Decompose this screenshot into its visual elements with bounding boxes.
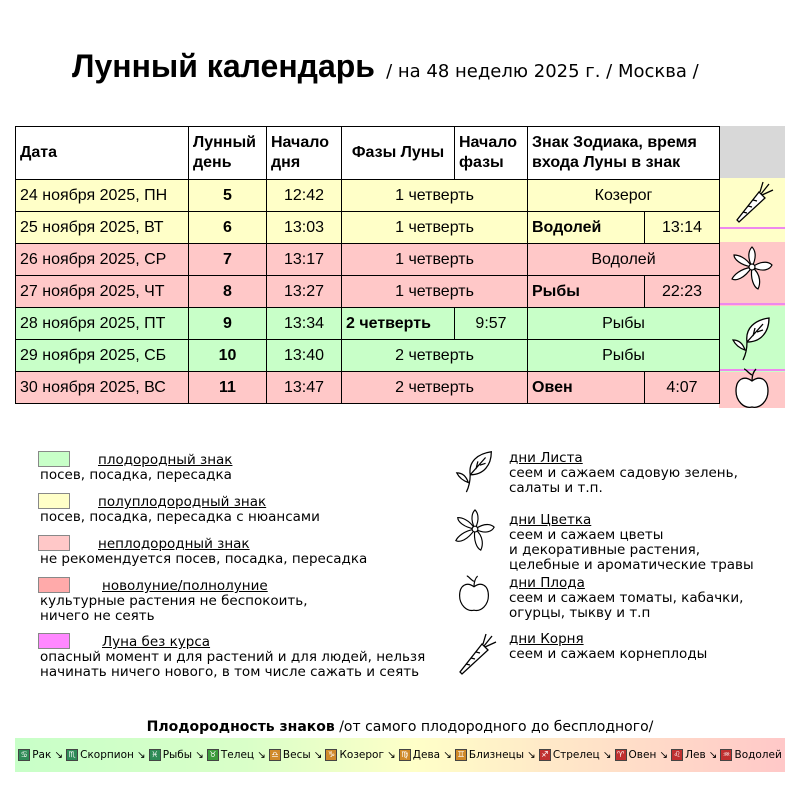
zodiac-name: Скорпион [80,749,134,761]
zodiac-icon: ♒ [720,749,732,761]
header-date: Дата [16,127,189,180]
apple-icon [719,366,785,412]
arrow-icon: ↘ [257,749,266,761]
table-row [16,340,720,372]
cell-start: 13:40 [267,340,342,372]
cell-date: 27 ноября 2025, ЧТ [16,276,189,308]
legend-flower-days: дни Цветка сеем и сажаем цветы и декоративные растения, целебные и ароматические травы [509,512,754,573]
zodiac-icon: ♓ [149,749,161,761]
cell-zodiac: Рыбы [528,340,720,372]
legend-semi-fertile: полуплодородный знак посев, посадка, пересадка с нюансами [40,494,320,525]
cell-zodiac: Водолей [528,244,720,276]
cell-date: 25 ноября 2025, ВТ [16,212,189,244]
arrow-icon: ↘ [195,749,204,761]
carrot-icon [452,632,498,682]
table-header-row [16,127,720,180]
cell-zodiac-time: 13:14 [645,212,720,244]
cell-start: 12:42 [267,180,342,212]
zodiac-icon: ♍ [399,749,411,761]
legend-fruit-days: дни Плода сеем и сажаем томаты, кабачки, огурцы, тыкву и т.п [509,575,744,621]
arrow-icon: ↘ [659,749,669,761]
cell-phase-time: 9:57 [455,308,528,340]
zodiac-sign-item [207,749,254,761]
lunar-calendar-table [15,126,720,404]
zodiac-name: Рыбы [162,749,193,761]
zodiac-icon: ♑ [325,749,337,761]
cell-lunar-day: 10 [189,340,267,372]
arrow-icon: ↘ [386,749,396,761]
zodiac-sign-item [455,749,524,761]
legend-infertile: неплодородный знак не рекомендуется посев, посадка, пересадка [40,536,368,567]
zodiac-icon: ♉ [207,749,219,761]
zodiac-name: Козерог [339,749,384,761]
cell-zodiac-time: 22:23 [645,276,720,308]
cell-phase: 1 четверть [342,276,528,308]
zodiac-sign-item [720,749,781,761]
zodiac-sign-item [539,749,600,761]
leaf-icon [452,446,498,498]
flower-icon [452,508,498,558]
cell-date: 26 ноября 2025, СР [16,244,189,276]
zodiac-sign-item [269,749,311,761]
zodiac-sign-item [615,749,657,761]
header-phase: Фазы Луны [342,127,455,180]
arrow-icon: ↘ [136,749,146,761]
arrow-icon: ↘ [527,749,536,761]
cell-lunar-day: 9 [189,308,267,340]
zodiac-name: Близнецы [468,749,524,761]
table-row [16,244,720,276]
cell-phase: 1 четверть [342,244,528,276]
cell-phase: 2 четверть [342,308,455,340]
zodiac-name: Стрелец [552,749,600,761]
cell-date: 30 ноября 2025, ВС [16,372,189,404]
legend-new-full-moon: новолуние/полнолуние культурные растения не беспокоить, ничего не сеять [40,578,308,624]
zodiac-sign-item [399,749,440,761]
cell-zodiac-time: 4:07 [645,372,720,404]
arrow-icon: ↘ [708,749,718,761]
cell-start: 13:27 [267,276,342,308]
zodiac-name: Дева [412,749,441,761]
zodiac-name: Рак [32,749,52,761]
zodiac-icon: ♈ [615,749,627,761]
leaf-icon [719,306,785,368]
table-row [16,276,720,308]
cell-zodiac: Рыбы [528,276,645,308]
zodiac-name: Телец [220,749,255,761]
header-side-cell [719,126,785,178]
table-row [16,372,720,404]
cell-date: 29 ноября 2025, СБ [16,340,189,372]
cell-lunar-day: 11 [189,372,267,404]
zodiac-icon: ♊ [455,749,467,761]
cell-zodiac: Рыбы [528,308,720,340]
cell-phase: 1 четверть [342,212,528,244]
cell-zodiac: Овен [528,372,645,404]
cell-date: 28 ноября 2025, ПТ [16,308,189,340]
zodiac-icon: ♏ [66,749,78,761]
header-lunar-day: Лунный день [189,127,267,180]
table-row [16,212,720,244]
carrot-icon [719,178,785,228]
fertility-scale [15,738,785,772]
fertility-title: Плодородность знаков /от самого плодородного до бесплодного/ [146,719,654,735]
apple-icon [456,572,492,620]
cell-phase: 2 четверть [342,372,528,404]
cell-lunar-day: 5 [189,180,267,212]
cell-zodiac: Козерог [528,180,720,212]
table-row [16,308,720,340]
table-row [16,180,720,212]
zodiac-sign-item [66,749,134,761]
zodiac-icon: ♎ [269,749,281,761]
cell-zodiac: Водолей [528,212,645,244]
header-zodiac: Знак Зодиака, время входа Луны в знак [528,127,720,180]
cell-phase: 2 четверть [342,340,528,372]
header-phase-start: Начало фазы [455,127,528,180]
zodiac-icon: ♌ [671,749,683,761]
legend-fertile: плодородный знак посев, посадка, пересадка [40,452,233,483]
arrow-icon: ↘ [54,749,64,761]
zodiac-name: Весы [282,749,311,761]
cell-start: 13:47 [267,372,342,404]
cell-start: 13:34 [267,308,342,340]
legend-moon-void: Луна без курса опасный момент и для растений и для людей, нельзя начинать ничего нового, в том числе сажать и сеять [40,634,426,680]
title-main: Лунный календарь [72,48,375,84]
zodiac-icon: ♋ [18,749,30,761]
header-start-day: Начало дня [267,127,342,180]
cell-lunar-day: 6 [189,212,267,244]
cell-start: 13:17 [267,244,342,276]
cell-lunar-day: 7 [189,244,267,276]
zodiac-icon: ♐ [539,749,551,761]
zodiac-name: Лев [685,749,706,761]
zodiac-name: Водолей [734,749,782,761]
cell-date: 24 ноября 2025, ПН [16,180,189,212]
arrow-icon: ↘ [443,749,452,761]
arrow-icon: ↘ [313,749,323,761]
zodiac-sign-item [325,749,384,761]
zodiac-name: Овен [628,749,657,761]
legend-leaf-days: дни Листа сеем и сажаем садовую зелень, салаты и т.п. [509,450,738,496]
cell-phase: 1 четверть [342,180,528,212]
flower-icon [719,242,785,296]
cell-lunar-day: 8 [189,276,267,308]
zodiac-sign-item [671,749,706,761]
zodiac-sign-item [18,749,51,761]
title-sub: / на 48 неделю 2025 г. / Москва / [386,61,699,82]
arrow-icon: ↘ [602,749,612,761]
cell-start: 13:03 [267,212,342,244]
legend-root-days: дни Корня сеем и сажаем корнеплоды [509,631,708,662]
page-title [72,48,699,85]
zodiac-sign-item [149,749,192,761]
